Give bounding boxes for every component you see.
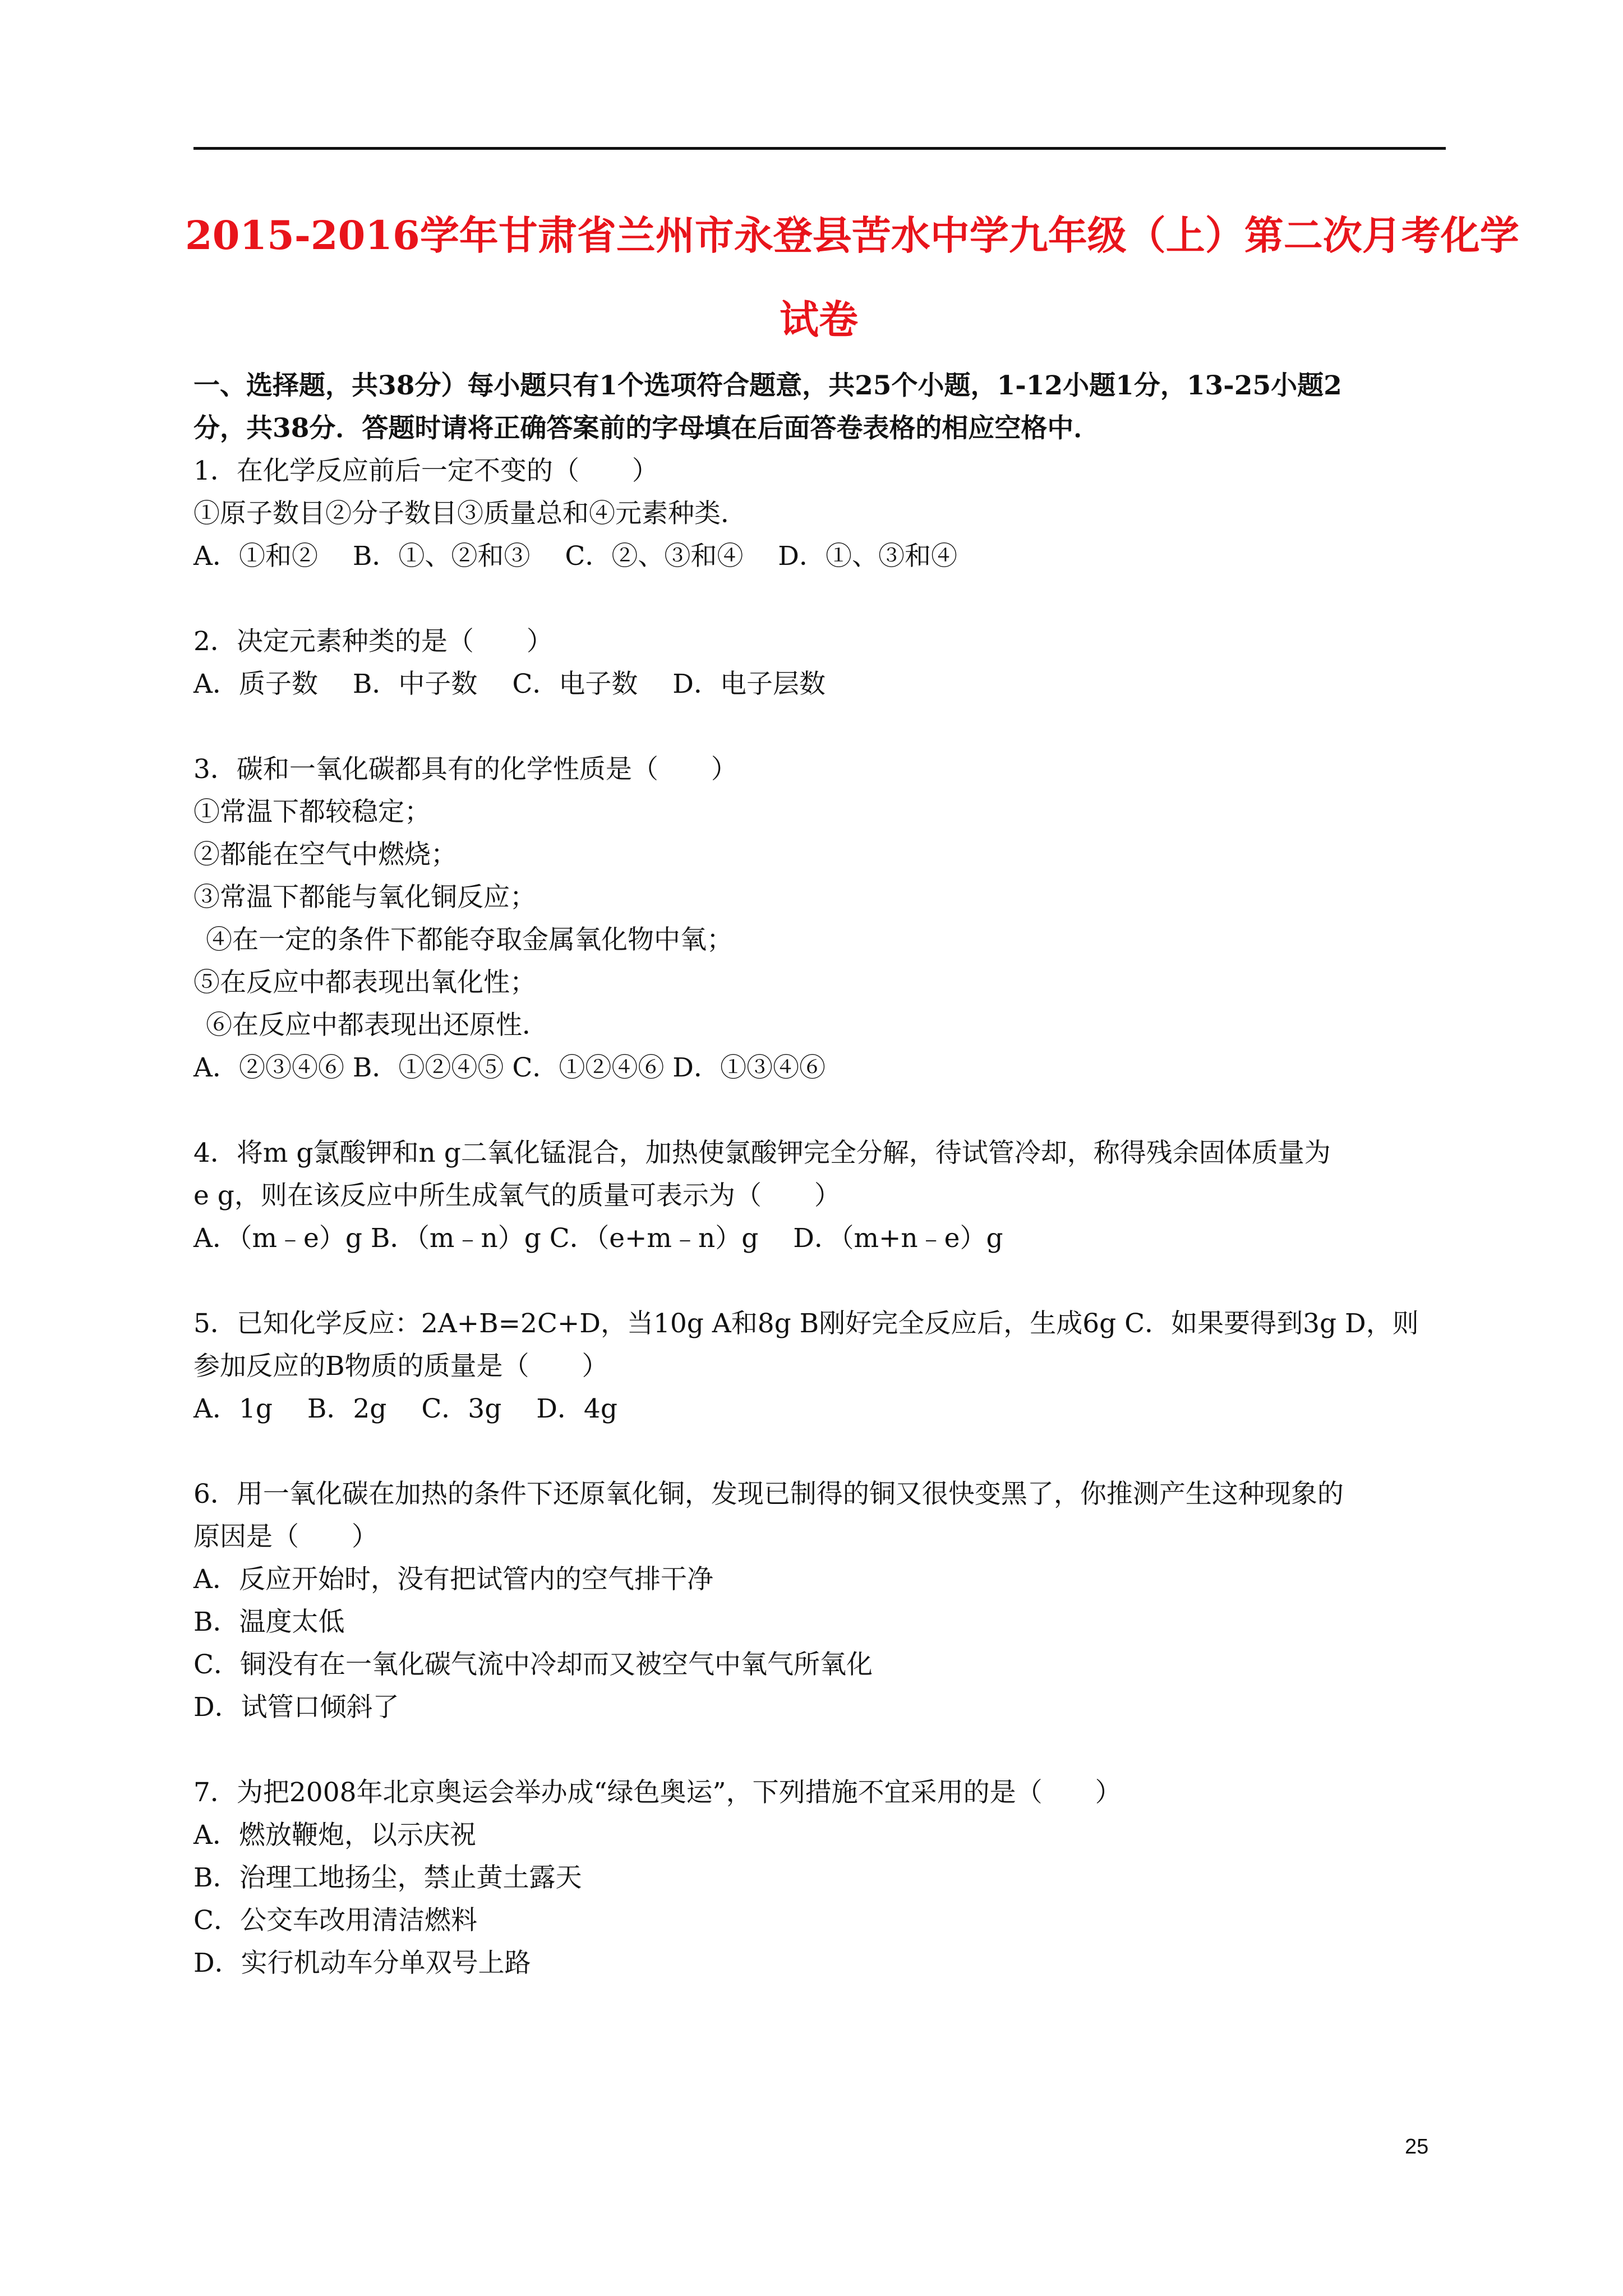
question-stem: 7．为把2008年北京奥运会举办成“绿色奥运”，下列措施不宜采用的是（ ） [193, 1777, 1122, 1808]
header-rule [193, 147, 1446, 150]
section-intro-line-2: 分，共38分．答题时请将正确答案前的字母填在后面答卷表格的相应空格中． [193, 413, 1100, 444]
question-1 [193, 450, 1450, 578]
option-c: C．铜没有在一氧化碳气流中冷却而又被空气中氧气所氧化 [193, 1649, 873, 1680]
question-statement: ⑤在反应中都表现出氧化性； [193, 967, 536, 998]
question-options: A．②③④⑥ B．①②④⑤ C．①②④⑥ D．①③④⑥ [193, 1052, 826, 1083]
question-statement: ③常温下都能与氧化铜反应； [193, 882, 536, 913]
option-c: C．公交车改用清洁燃料 [193, 1905, 477, 1936]
question-statement: ④在一定的条件下都能夺取金属氧化物中氧； [206, 924, 733, 955]
option-a: A．燃放鞭炮，以示庆祝 [193, 1820, 476, 1851]
question-options: A．质子数 B．中子数 C．电子数 D．电子层数 [193, 669, 826, 700]
question-options: A．（m﹣e）g B．（m﹣n）g C．（e+m﹣n）g D．（m+n﹣e）g [193, 1223, 1003, 1254]
question-3 [193, 748, 1450, 1089]
question-stem-continued: e g，则在该反应中所生成氧气的质量可表示为（ ） [193, 1180, 841, 1211]
option-b: B．温度太低 [193, 1607, 345, 1637]
question-line: ①原子数目②分子数目③质量总和④元素种类． [193, 498, 747, 529]
question-stem: 6．用一氧化碳在加热的条件下还原氧化铜，发现已制得的铜又很快变黑了，你推测产生这种现象的 [193, 1479, 1344, 1510]
option-a: A．反应开始时，没有把试管内的空气排干净 [193, 1564, 713, 1595]
question-stem: 5．已知化学反应：2A+B=2C+D，当10g A和8g B刚好完全反应后，生成6g C．如果要得到3g D，则 [193, 1308, 1419, 1339]
option-d: D．试管口倾斜了 [193, 1692, 399, 1723]
question-options: A．①和② B．①、②和③ C．②、③和④ D．①、③和④ [193, 541, 957, 572]
question-2 [193, 620, 1450, 706]
question-statement: ②都能在空气中燃烧； [193, 839, 457, 870]
question-options: A．1g B．2g C．3g D．4g [193, 1393, 617, 1424]
section-intro-line-1: 一、选择题，共38分）每小题只有1个选项符合题意，共25个小题，1-12小题1分，13-25小题2 [193, 370, 1342, 401]
question-4 [193, 1132, 1450, 1260]
question-stem: 1．在化学反应前后一定不变的（ ） [193, 455, 658, 486]
option-b: B．治理工地扬尘，禁止黄土露天 [193, 1862, 582, 1893]
question-statement: ①常温下都较稳定； [193, 797, 431, 827]
question-stem: 4．将m g氯酸钾和n g二氧化锰混合，加热使氯酸钾完全分解，待试管冷却，称得残余固体质量为 [193, 1138, 1331, 1168]
question-6 [193, 1473, 1450, 1729]
question-stem: 2．决定元素种类的是（ ） [193, 626, 553, 657]
option-d: D．实行机动车分单双号上路 [193, 1948, 531, 1978]
question-5 [193, 1303, 1450, 1430]
page-number: 25 [1405, 2135, 1429, 2159]
question-stem-continued: 原因是（ ） [193, 1521, 378, 1552]
question-stem: 3．碳和一氧化碳都具有的化学性质是（ ） [193, 754, 737, 785]
question-7 [193, 1772, 1450, 1985]
page-title-line-1: 2015-2016学年甘肃省兰州市永登县苦水中学九年级（上）第二次月考化学 [185, 212, 1519, 259]
exam-content [193, 365, 1450, 1985]
question-stem-continued: 参加反应的B物质的质量是（ ） [193, 1351, 608, 1382]
question-statement: ⑥在反应中都表现出还原性． [206, 1010, 548, 1041]
page-title-line-2: 试卷 [780, 296, 858, 343]
